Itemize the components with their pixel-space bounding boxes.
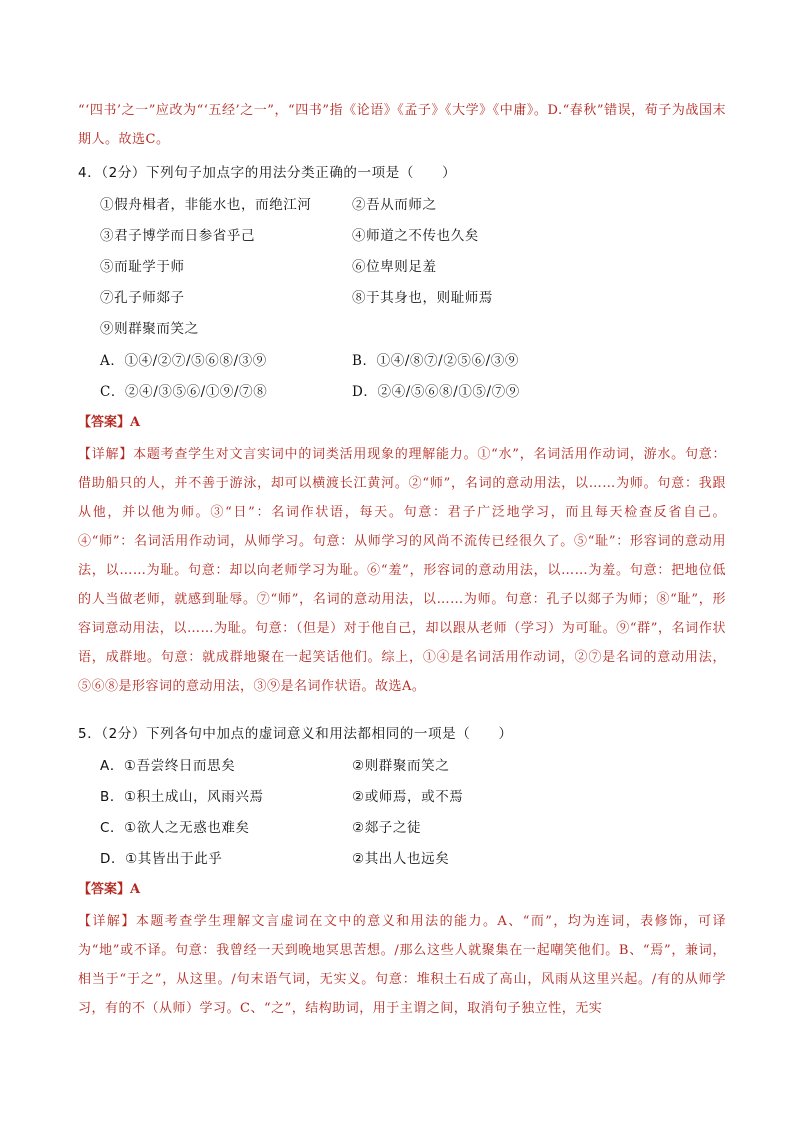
q4-item-9: ⑨则群聚而笑之 <box>100 321 199 337</box>
q5-answer: 【答案】A <box>78 882 141 897</box>
q5-option-b-2: ②或师焉，或不焉 <box>352 789 464 805</box>
q4-stem: 4．（2分）下列句子加点字的用法分类正确的一项是（ ） <box>78 165 457 181</box>
q4-option-a: A．①④/②⑦/⑤⑥⑧/③⑨ <box>100 353 267 369</box>
q4-item-2: ②吾从而师之 <box>352 197 437 213</box>
q4-item-7: ⑦孔子师郯子 <box>100 290 185 306</box>
top-paragraph-end: 。 <box>155 132 170 147</box>
q4-item-5: ⑤而耻学于师 <box>100 259 185 275</box>
q4-item-6: ⑥位卑则足羞 <box>352 259 437 275</box>
top-paragraph-choice: C <box>145 132 156 147</box>
q4-option-c: C．②④/③⑤⑥/①⑨/⑦⑧ <box>100 384 268 400</box>
top-paragraph <box>78 96 726 154</box>
q5-option-d-1: D．①其皆出于此乎 <box>100 851 223 867</box>
q5-option-c-1: C．①欲人之无惑也难矣 <box>100 820 250 836</box>
q4-option-b: B．①④/⑧⑦/②⑤⑥/③⑨ <box>352 353 519 369</box>
q5-option-a-2: ②则群聚而笑之 <box>352 758 450 774</box>
q4-explanation: 【详解】本题考查学生对文言实词中的词类活用现象的理解能力。①“水”，名词活用作动词，游水。句意：借助船只的人，并不善于游泳，却可以横渡长江黄河。②“师”，名词的意动用法，以……为师。句意：我跟从他，并以他为师。③“日”：名词作状语，每天。句意：君子广泛地学习，而且每天检查反省自己。④“师”：名词活用作动词，从师学习。句意：从师学习的风尚不流传已经很久了。⑤“耻”：形容词的意动用法，以……为耻。句意：却以向老师学习为耻。⑥“羞”，形容词的意动用法，以……为羞。句意：把地位低的人当做老师，就感到耻辱。⑦“师”，名词的意动用法，以……为师。句意：孔子以郯子为师；⑧“耻”，形容词意动用法，以……为耻。句意：（但是）对于他自己，却以跟从老师（学习）为可耻。⑨“群”，名词作状语，成群地。句意：就成群地聚在一起笑话他们。综上，①④是名词活用作动词，②⑦是名词的意动用法，⑤⑥⑧是形容词的意动用法，③⑨是名词作状语。故选A。 <box>78 447 726 694</box>
q4-item-8: ⑧于其身也，则耻师焉 <box>352 290 493 306</box>
q5-option-b-1: B．①积土成山，风雨兴焉 <box>100 789 264 805</box>
q5-option-a-1: A．①吾尝终日而思矣 <box>100 758 236 774</box>
q4-item-3: ③君子博学而日参省乎己 <box>100 228 256 244</box>
q5-option-d-2: ②其出人也远矣 <box>352 851 450 867</box>
q4-option-d: D．②④/⑤⑥⑧/①⑤/⑦⑨ <box>352 384 520 400</box>
q4-item-4: ④师道之不传也久矣 <box>352 228 479 244</box>
q5-explanation: 【详解】本题考查学生理解文言虚词在文中的意义和用法的能力。A、“而”，均为连词，表修饰，可译为“地”或不译。句意：我曾经一天到晚地冥思苦想。/那么这些人就聚集在一起嘲笑他们。B、“焉”，兼词，相当于“于之”，从这里。/句末语气词，无实义。句意：堆积土石成了高山，风雨从这里兴起。/有的从师学习，有的不（从师）学习。C、“之”，结构助词，用于主谓之间，取消句子独立性，无实 <box>78 914 726 1016</box>
q4-answer: 【答案】A <box>78 415 141 430</box>
q5-stem: 5．（2分）下列各句中加点的虚词意义和用法都相同的一项是（ ） <box>78 726 513 742</box>
q5-option-c-2: ②郯子之徒 <box>352 820 422 836</box>
top-paragraph-text: “‘四书’之一”应改为“‘五经’之一”，“四书”指《论语》《孟子》《大学》《中庸》。D.“春秋”错误，荀子为战国末期人。故选 <box>78 103 726 147</box>
q4-item-1: ①假舟楫者，非能水也，而绝江河 <box>100 197 312 213</box>
